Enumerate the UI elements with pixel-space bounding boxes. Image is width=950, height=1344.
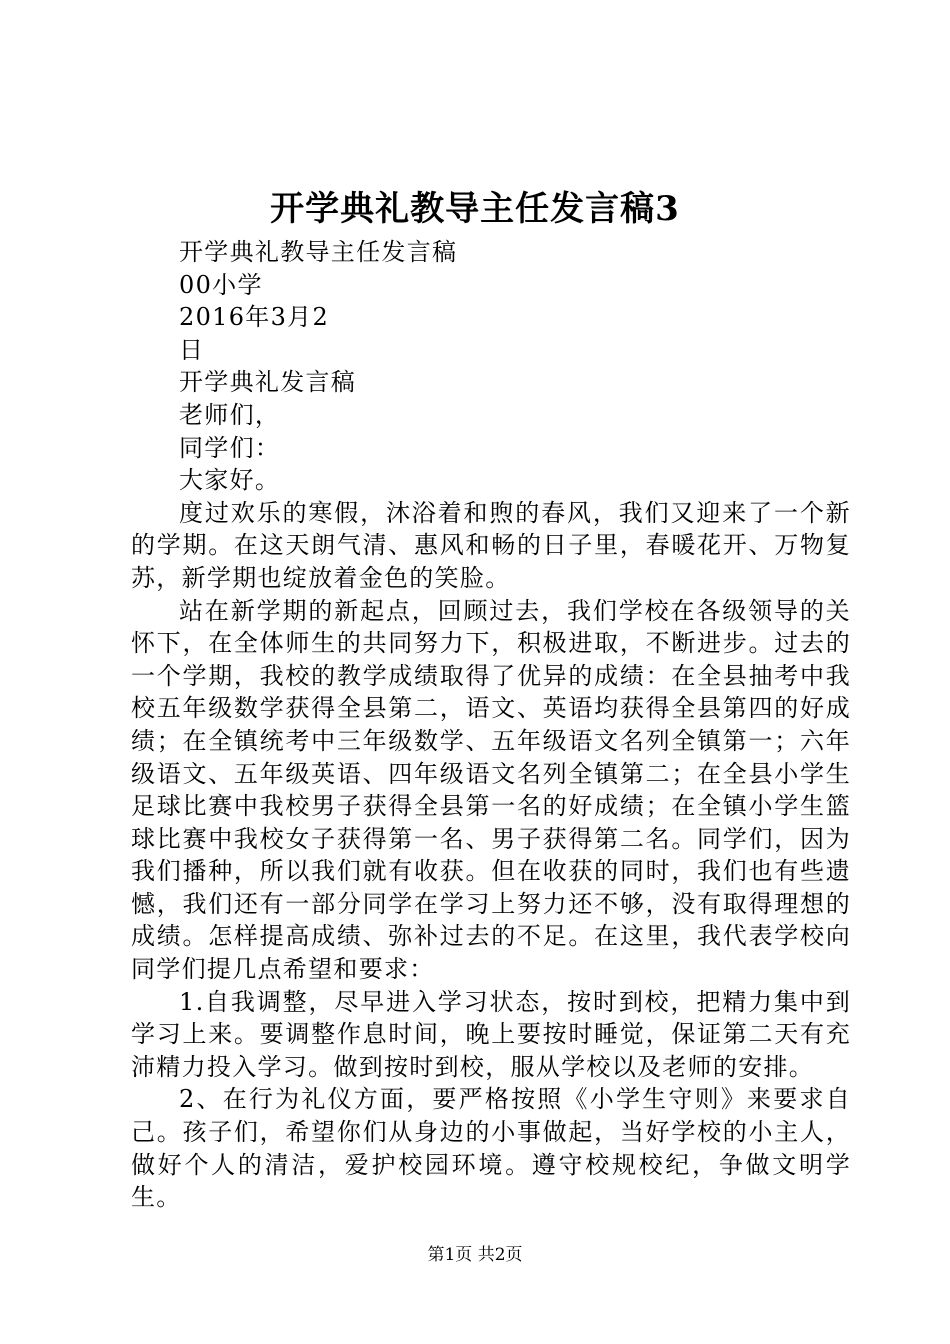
greeting: 大家好。 xyxy=(179,466,281,495)
header-line-school: 00小学 xyxy=(179,270,263,299)
header-line-subtitle: 开学典礼教导主任发言稿 xyxy=(179,238,458,266)
paragraph-4: 2、在行为礼仪方面，要严格按照《小学生守则》来要求自己。孩子们，希望你们从身边的小事做起，当好学校的小主人，做好个人的清洁，爱护校园环境。遵守校规校纪，争做文明学生。 xyxy=(131,1085,851,1212)
paragraph-1: 度过欢乐的寒假，沐浴着和煦的春风，我们又迎来了一个新的学期。在这天朗气清、惠风和畅的日子里，春暖花开、万物复苏，新学期也绽放着金色的笑脸。 xyxy=(131,498,851,592)
paragraph-2: 站在新学期的新起点，回顾过去，我们学校在各级领导的关怀下，在全体师生的共同努力下，积极进取，不断进步。过去的一个学期，我校的教学成绩取得了优异的成绩：在全县抽考中我校五年级数学获得全县第二，语文、英语均获得全县第四的好成绩；在全镇统考中三年级数学、五年级语文名列全镇第一；六年级语文、五年级英语、四年级语文名列全镇第二；在全县小学生足球比赛中我校男子获得全县第一名的好成绩；在全镇小学生篮球比赛中我校女子获得第一名、男子获得第二名。同学们，因为我们播种，所以我们就有收获。但在收获的同时，我们也有些遗憾，我们还有一部分同学在学习上努力还不够，没有取得理想的成绩。怎样提高成绩、弥补过去的不足。在这里，我代表学校向同学们提几点希望和要求： xyxy=(131,596,851,984)
header-line-date: 2016年3月2 xyxy=(179,303,330,332)
salutation-teachers: 老师们， xyxy=(179,400,281,429)
document-title: 开学典礼教导主任发言稿3 xyxy=(270,189,680,229)
header-line-date-day: 日 xyxy=(179,335,205,364)
salutation-students: 同学们： xyxy=(179,433,281,462)
paragraph-3: 1.自我调整，尽早进入学习状态，按时到校，把精力集中到学习上来。要调整作息时间，晚上要按时睡觉，保证第二天有充沛精力投入学习。做到按时到校，服从学校以及老师的安排。 xyxy=(131,987,851,1081)
header-line-speech-title: 开学典礼发言稿 xyxy=(179,368,357,397)
document-body xyxy=(131,236,851,1214)
page-footer: 第1页 共2页 xyxy=(427,1245,523,1265)
